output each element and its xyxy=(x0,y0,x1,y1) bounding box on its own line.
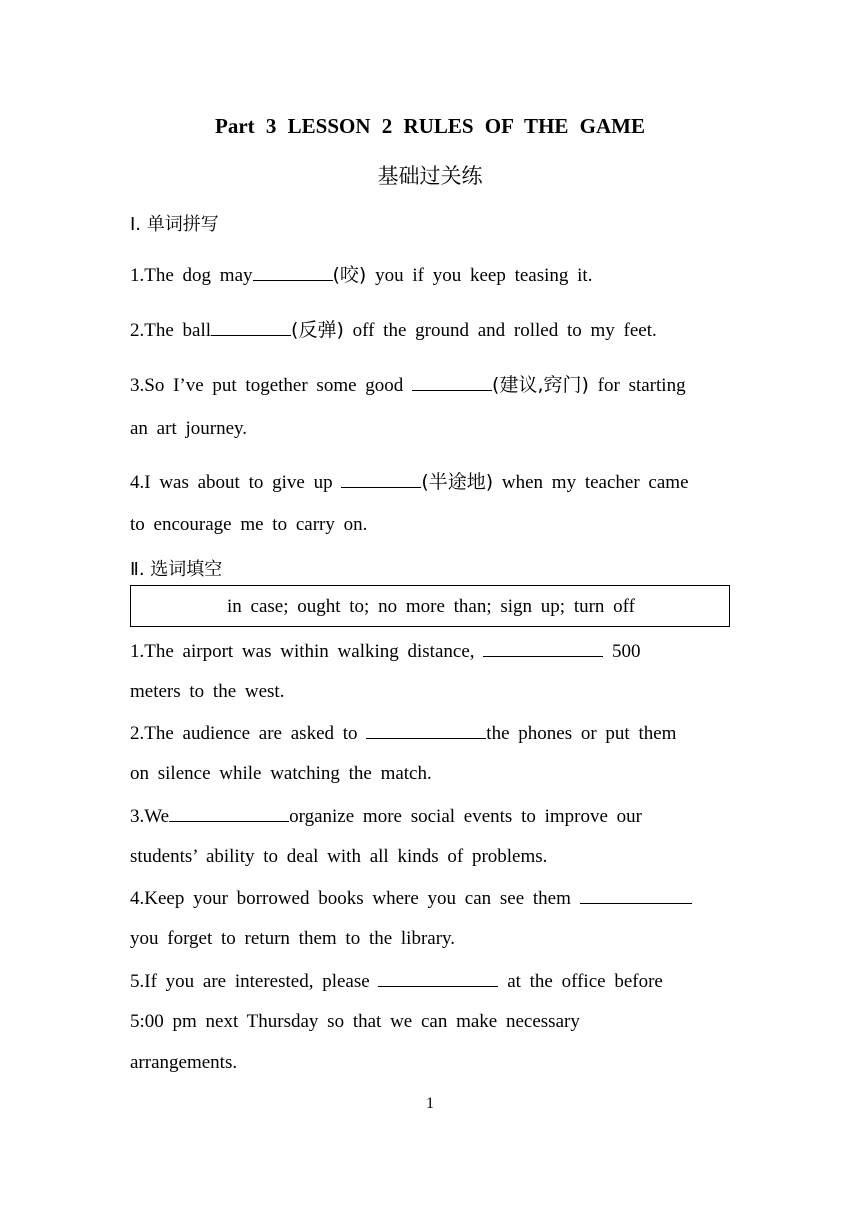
answer-blank[interactable] xyxy=(366,722,486,739)
question-2-1-continued: meters to the west. xyxy=(130,681,285,702)
word-bank-box xyxy=(130,585,730,627)
answer-blank[interactable] xyxy=(341,471,421,488)
question-text: 3.We xyxy=(130,806,170,827)
question-text: 2.The audience are asked to xyxy=(130,723,367,744)
question-2-5 xyxy=(130,970,663,993)
question-text: 4.I was about to give up xyxy=(130,472,342,493)
chinese-hint: (反弹) xyxy=(291,319,344,341)
question-2-1 xyxy=(130,640,641,663)
question-1-1 xyxy=(130,260,592,287)
chinese-hint: (咬) xyxy=(332,264,367,286)
answer-blank[interactable] xyxy=(378,970,498,987)
question-2-2-continued: on silence while watching the match. xyxy=(130,763,432,784)
answer-blank[interactable] xyxy=(483,640,603,657)
question-text: when my teacher came xyxy=(493,472,689,493)
question-2-4 xyxy=(130,887,692,910)
question-1-4 xyxy=(130,467,689,494)
question-2-2 xyxy=(130,722,676,745)
question-2-5-continued-2: arrangements. xyxy=(130,1052,238,1073)
page-subtitle: 基础过关练 xyxy=(377,164,483,188)
question-text: 2.The ball xyxy=(130,320,212,341)
section-2-heading: Ⅱ. 选词填空 xyxy=(130,559,223,580)
answer-blank[interactable] xyxy=(412,374,492,391)
question-text: 500 xyxy=(603,641,641,662)
question-text: 1.The dog may xyxy=(130,265,253,286)
question-text: 4.Keep your borrowed books where you can see them xyxy=(130,888,580,909)
question-text: organize more social events to improve our xyxy=(289,806,642,827)
answer-blank[interactable] xyxy=(169,805,289,822)
chinese-hint: (半途地) xyxy=(421,471,494,493)
question-2-3-continued: students’ ability to deal with all kinds of problems. xyxy=(130,846,548,867)
question-text: at the office before xyxy=(498,971,663,992)
question-2-5-continued: 5:00 pm next Thursday so that we can make necessary xyxy=(130,1011,580,1032)
question-text: 3.So I’ve put together some good xyxy=(130,375,413,396)
question-2-3 xyxy=(130,805,642,828)
question-1-2 xyxy=(130,315,657,342)
page-number: 1 xyxy=(426,1095,434,1112)
question-text: you if you keep teasing it. xyxy=(366,265,593,286)
question-text: 1.The airport was within walking distance, xyxy=(130,641,484,662)
question-text: the phones or put them xyxy=(486,723,677,744)
question-text: 5.If you are interested, please xyxy=(130,971,379,992)
answer-blank[interactable] xyxy=(580,887,692,904)
question-2-4-continued: you forget to return them to the library. xyxy=(130,928,456,949)
question-1-3-continued: an art journey. xyxy=(130,418,248,439)
page-title: Part 3 LESSON 2 RULES OF THE GAME xyxy=(215,114,645,138)
question-1-3 xyxy=(130,370,686,397)
question-1-4-continued: to encourage me to carry on. xyxy=(130,514,368,535)
answer-blank[interactable] xyxy=(253,264,333,281)
question-text: for starting xyxy=(588,375,686,396)
chinese-hint: (建议,窍门) xyxy=(492,374,589,396)
question-text: off the ground and rolled to my feet. xyxy=(343,320,657,341)
word-bank-text: in case; ought to; no more than; sign up; turn off xyxy=(227,596,635,617)
answer-blank[interactable] xyxy=(211,319,291,336)
section-1-heading: Ⅰ. 单词拼写 xyxy=(130,214,219,235)
